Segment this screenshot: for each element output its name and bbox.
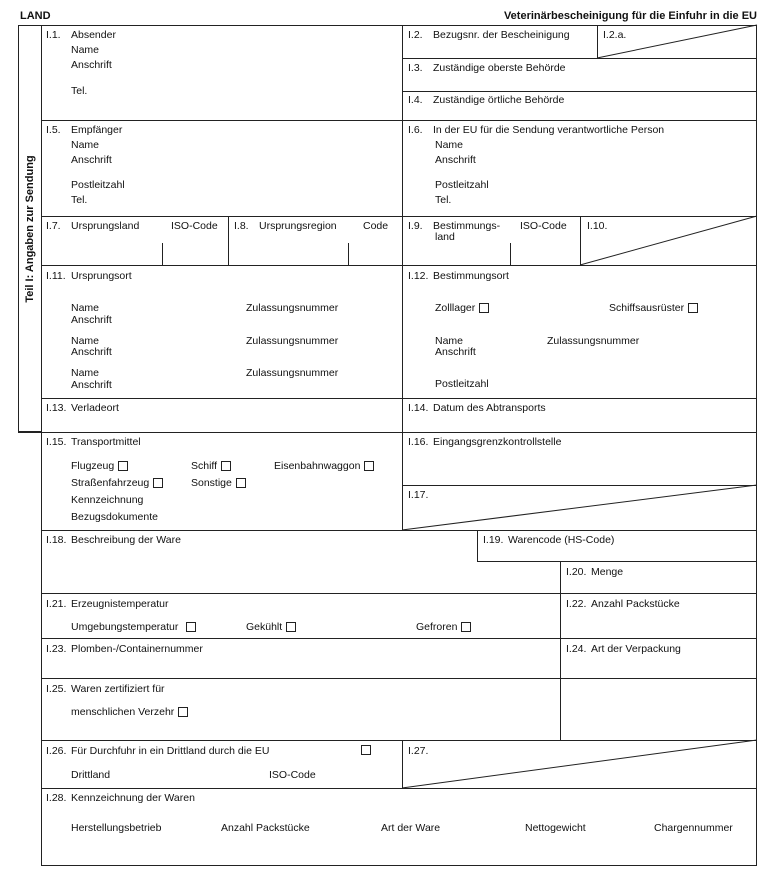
certificate-title: Veterinärbescheinigung für die Einfuhr in die EU xyxy=(503,10,757,22)
frozen-label: Gefroren xyxy=(416,621,458,633)
ship-supplier-checkbox[interactable] xyxy=(688,303,698,313)
box-number: I.12. xyxy=(408,270,429,282)
identification-label: Kennzeichnung xyxy=(71,494,144,506)
crossed-out-box-i17 xyxy=(402,485,757,530)
other-label: Sonstige xyxy=(191,477,232,489)
box-number: I.9. xyxy=(408,220,423,232)
chilled-label: Gekühlt xyxy=(246,621,283,633)
box-number: I.24. xyxy=(566,643,587,655)
section-label: Teil I: Angaben zur Sendung xyxy=(24,154,36,303)
box-number: I.8. xyxy=(234,220,249,232)
box-title-continued: land xyxy=(435,231,455,243)
railway-wagon-label: Eisenbahnwaggon xyxy=(274,460,361,472)
box-title: Ursprungsregion xyxy=(259,220,337,232)
box-i10-number: I.10. xyxy=(587,220,608,232)
iso-code-label: ISO-Code xyxy=(269,769,316,781)
box-number: I.19. xyxy=(483,534,504,546)
box-title: Bestimmungsort xyxy=(433,270,509,282)
box-title: Zuständige örtliche Behörde xyxy=(433,94,565,106)
customs-warehouse-checkbox[interactable] xyxy=(479,303,489,313)
box-number: I.7. xyxy=(46,220,61,232)
box-title: Menge xyxy=(591,566,624,578)
column-header-nature-of-commodity: Art der Ware xyxy=(381,822,441,834)
name-label: Name xyxy=(71,335,100,347)
box-title: Ursprungsort xyxy=(71,270,132,282)
name-label: Name xyxy=(71,367,100,379)
ship-label: Schiff xyxy=(191,460,218,472)
road-vehicle-label: Straßenfahrzeug xyxy=(71,477,150,489)
box-title: Bezugsnr. der Bescheinigung xyxy=(433,29,570,41)
box-i27-number: I.27. xyxy=(408,745,429,757)
box-title: Transportmittel xyxy=(71,436,141,448)
human-consumption-checkbox[interactable] xyxy=(178,707,188,717)
box-title: Anzahl Packstücke xyxy=(591,598,680,610)
box-title: Bestimmungs- xyxy=(433,220,501,232)
box-number: I.14. xyxy=(408,402,429,414)
box-number: I.20. xyxy=(566,566,587,578)
ship-checkbox[interactable] xyxy=(221,461,231,471)
tel-label: Tel. xyxy=(71,85,88,97)
column-header-batch-number: Chargennummer xyxy=(654,822,733,834)
address-label: Anschrift xyxy=(71,379,112,391)
box-number: I.6. xyxy=(408,124,423,136)
column-header-net-weight: Nettogewicht xyxy=(525,822,586,834)
box-title: Für Durchfuhr in ein Drittland durch die EU xyxy=(71,745,270,757)
box-title: Erzeugnistemperatur xyxy=(71,598,169,610)
crossed-out-box-i27 xyxy=(402,740,757,788)
box-number: I.1. xyxy=(46,29,61,41)
ambient-label: Umgebungstemperatur xyxy=(71,621,179,633)
box-number: I.2. xyxy=(408,29,423,41)
code-label: Code xyxy=(363,220,389,232)
box-i17-number: I.17. xyxy=(408,489,429,501)
address-label: Anschrift xyxy=(71,314,112,326)
address-label: Anschrift xyxy=(435,154,476,166)
other-checkbox[interactable] xyxy=(236,478,246,488)
box-title: Eingangsgrenzkontrollstelle xyxy=(433,436,562,448)
box-i2a-number: I.2.a. xyxy=(603,29,627,41)
box-title: Art der Verpackung xyxy=(591,643,681,655)
address-label: Anschrift xyxy=(71,154,112,166)
box-number: I.23. xyxy=(46,643,67,655)
address-label: Anschrift xyxy=(71,346,112,358)
section-band-part-1 xyxy=(18,25,41,432)
tel-label: Tel. xyxy=(435,194,452,206)
box-title: Plomben-/Containernummer xyxy=(71,643,203,655)
box-title: Beschreibung der Ware xyxy=(71,534,181,546)
postcode-label: Postleitzahl xyxy=(71,179,125,191)
box-number: I.3. xyxy=(408,62,423,74)
approval-number-label: Zulassungsnummer xyxy=(547,335,640,347)
box-title: Ursprungsland xyxy=(71,220,140,232)
ship-supplier-label: Schiffsausrüster xyxy=(609,302,685,314)
tel-label: Tel. xyxy=(71,194,88,206)
box-title: Verladeort xyxy=(71,402,119,414)
box-number: I.5. xyxy=(46,124,61,136)
box-number: I.11. xyxy=(46,270,66,282)
aeroplane-label: Flugzeug xyxy=(71,460,115,472)
name-label: Name xyxy=(71,302,100,314)
box-number: I.28. xyxy=(46,792,67,804)
road-vehicle-checkbox[interactable] xyxy=(153,478,163,488)
approval-number-label: Zulassungsnummer xyxy=(246,335,339,347)
chilled-checkbox[interactable] xyxy=(286,622,296,632)
box-title: Zuständige oberste Behörde xyxy=(433,62,566,74)
box-number: I.21. xyxy=(46,598,67,610)
box-title: Waren zertifiziert für xyxy=(71,683,165,695)
box-title: Absender xyxy=(71,29,116,41)
postcode-label: Postleitzahl xyxy=(435,378,489,390)
approval-number-label: Zulassungsnummer xyxy=(246,367,339,379)
box-title: Datum des Abtransports xyxy=(433,402,546,414)
box-number: I.4. xyxy=(408,94,423,106)
railway-wagon-checkbox[interactable] xyxy=(364,461,374,471)
iso-code-label: ISO-Code xyxy=(171,220,218,232)
box-number: I.22. xyxy=(566,598,587,610)
box-number: I.16. xyxy=(408,436,429,448)
iso-code-label: ISO-Code xyxy=(520,220,567,232)
column-header-manufacturing-plant: Herstellungsbetrieb xyxy=(71,822,162,834)
human-consumption-label: menschlichen Verzehr xyxy=(71,706,175,718)
name-label: Name xyxy=(71,44,100,56)
name-label: Name xyxy=(435,335,464,347)
box-number: I.13. xyxy=(46,402,67,414)
box-title: Empfänger xyxy=(71,124,123,136)
aeroplane-checkbox[interactable] xyxy=(118,461,128,471)
customs-warehouse-label: Zolllager xyxy=(435,302,476,314)
documentary-references-label: Bezugsdokumente xyxy=(71,511,158,523)
box-title: Kennzeichnung der Waren xyxy=(71,792,195,804)
frozen-checkbox[interactable] xyxy=(461,622,471,632)
address-label: Anschrift xyxy=(435,346,476,358)
box-number: I.18. xyxy=(46,534,67,546)
postcode-label: Postleitzahl xyxy=(435,179,489,191)
country-label: LAND xyxy=(20,10,51,22)
column-header-number-of-packages: Anzahl Packstücke xyxy=(221,822,310,834)
transit-checkbox[interactable] xyxy=(361,745,371,755)
ambient-checkbox[interactable] xyxy=(186,622,196,632)
box-number: I.26. xyxy=(46,745,67,757)
name-label: Name xyxy=(71,139,100,151)
box-number: I.15. xyxy=(46,436,67,448)
address-label: Anschrift xyxy=(71,59,112,71)
box-title: Warencode (HS-Code) xyxy=(508,534,615,546)
box-number: I.25. xyxy=(46,683,67,695)
third-country-label: Drittland xyxy=(71,769,111,781)
approval-number-label: Zulassungsnummer xyxy=(246,302,339,314)
box-title: In der EU für die Sendung verantwortliche Person xyxy=(433,124,665,136)
name-label: Name xyxy=(435,139,464,151)
